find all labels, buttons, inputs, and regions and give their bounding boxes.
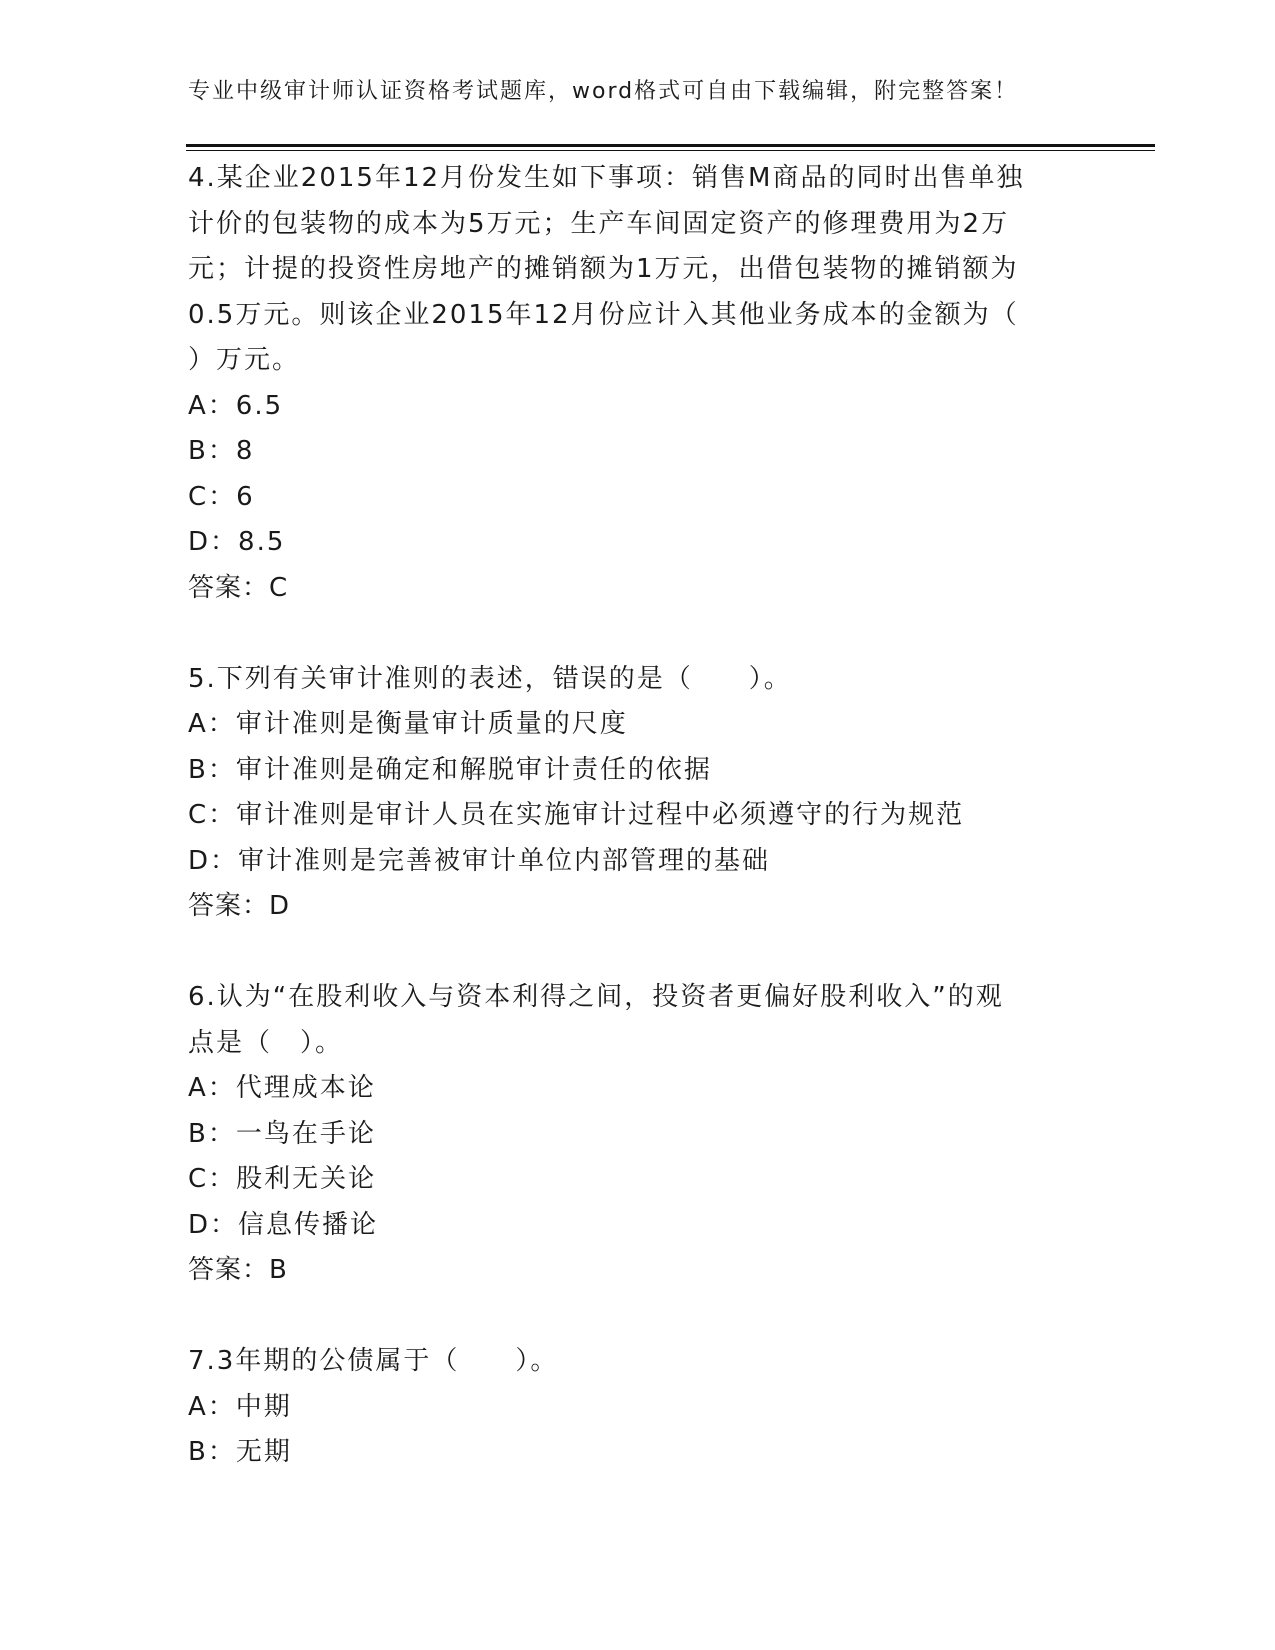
option-b: B：一鸟在手论	[188, 1118, 376, 1149]
page-header: 专业中级审计师认证资格考试题库，word格式可自由下载编辑，附完整答案！	[188, 79, 1019, 104]
option-b: B：无期	[188, 1437, 292, 1467]
option-a: A：中期	[188, 1391, 292, 1422]
option-b: B：审计准则是确定和解脱审计责任的依据	[188, 754, 712, 785]
question-stem-line: 7.3年期的公债属于（ ）。	[188, 1346, 559, 1376]
question-stem-line: 0.5万元。则该企业2015年12月份应计入其他业务成本的金额为（	[188, 299, 1019, 330]
question-6	[188, 975, 1068, 1294]
question-stem-line: 元；计提的投资性房地产的摊销额为1万元，出借包装物的摊销额为	[188, 254, 1019, 284]
option-c: C：6	[188, 481, 255, 512]
spacer	[188, 930, 1068, 976]
question-stem-line: 6.认为“在股利收入与资本利得之间，投资者更偏好股利收入”的观	[188, 982, 1004, 1012]
question-7	[188, 1339, 1068, 1476]
option-d: D：8.5	[188, 527, 286, 557]
header-divider-thick	[186, 144, 1155, 147]
question-list	[188, 156, 1068, 1476]
question-5	[188, 657, 1068, 930]
spacer	[188, 611, 1068, 657]
option-d: D：审计准则是完善被审计单位内部管理的基础	[188, 845, 771, 876]
question-4	[188, 156, 1068, 611]
option-b: B：8	[188, 436, 255, 466]
option-c: C：股利无关论	[188, 1164, 377, 1194]
answer: 答案：D	[188, 891, 291, 921]
question-stem-line: 5.下列有关审计准则的表述，错误的是（ ）。	[188, 663, 792, 694]
option-a: A：代理成本论	[188, 1073, 376, 1103]
question-stem-line: ）万元。	[188, 345, 301, 375]
header-divider-thin	[186, 150, 1155, 151]
option-a: A：6.5	[188, 390, 284, 421]
answer: 答案：B	[188, 1255, 288, 1285]
option-c: C：审计准则是审计人员在实施审计过程中必须遵守的行为规范	[188, 800, 965, 830]
question-stem-line: 4.某企业2015年12月份发生如下事项：销售M商品的同时出售单独	[188, 163, 1025, 193]
option-a: A：审计准则是衡量审计质量的尺度	[188, 709, 628, 739]
question-stem-line: 点是（ ）。	[188, 1027, 344, 1058]
question-stem-line: 计价的包装物的成本为5万元；生产车间固定资产的修理费用为2万	[188, 208, 1010, 239]
spacer	[188, 1294, 1068, 1340]
option-d: D：信息传播论	[188, 1209, 379, 1240]
answer: 答案：C	[188, 572, 289, 603]
